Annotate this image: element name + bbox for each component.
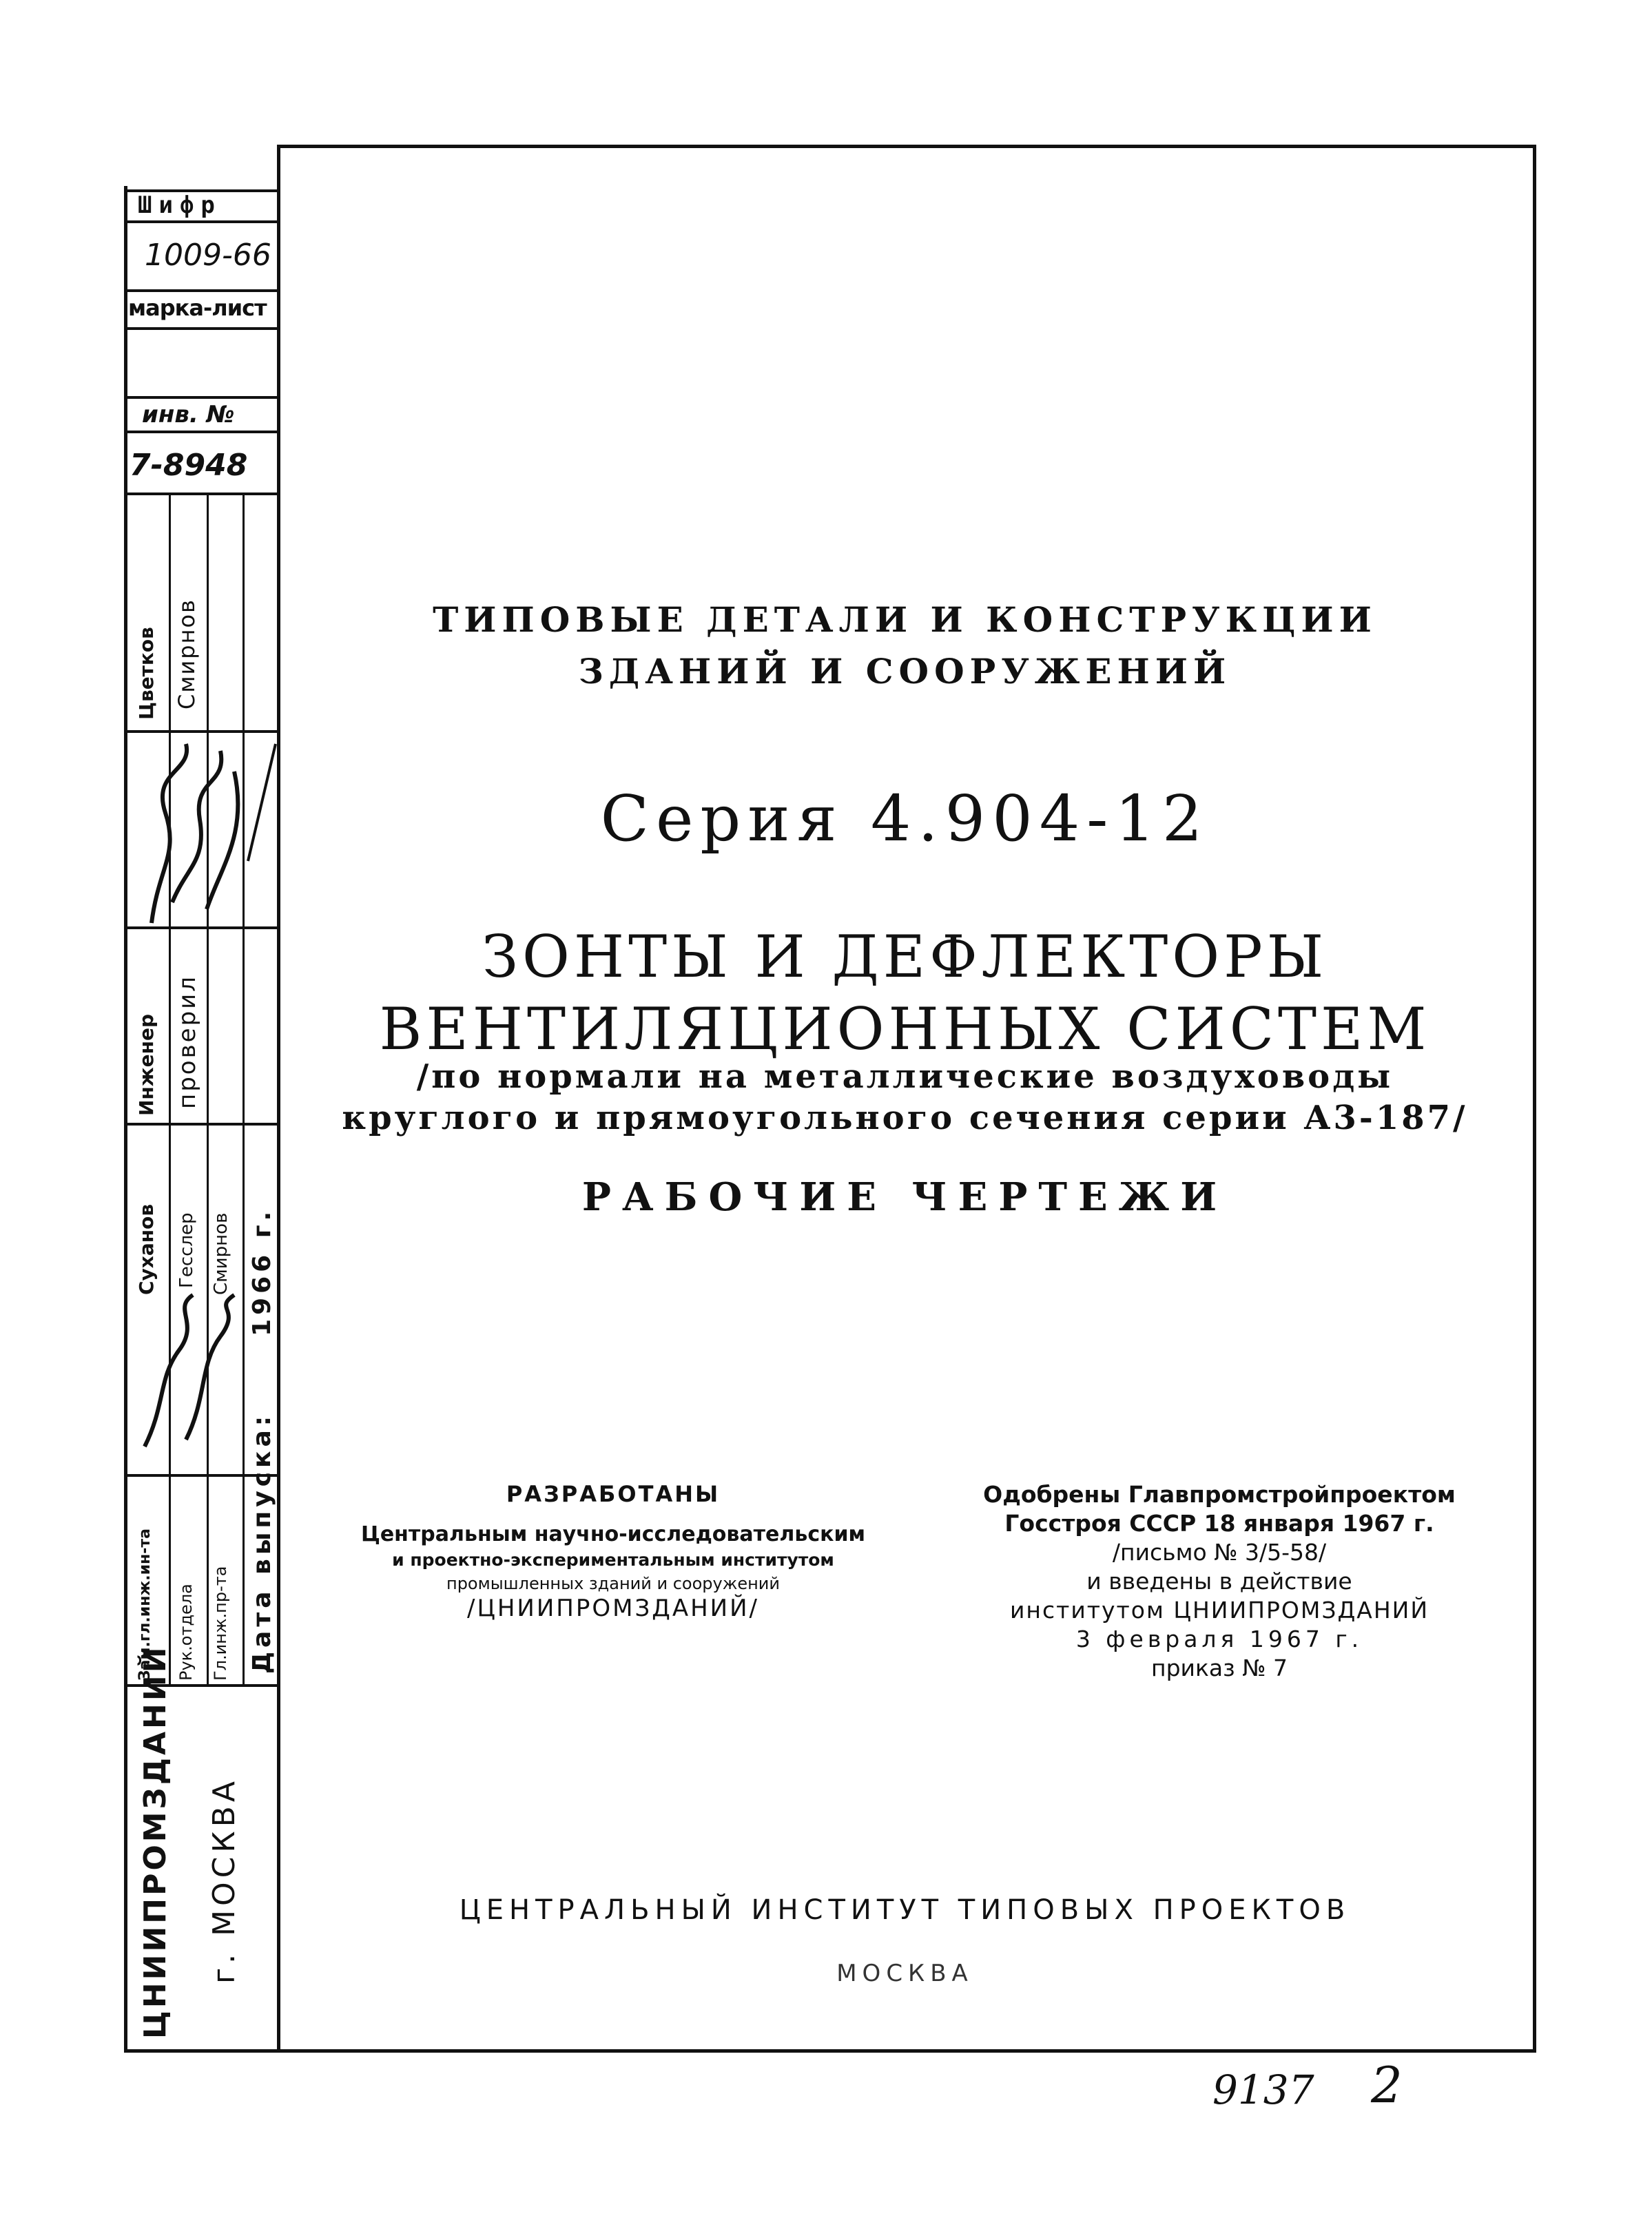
- approved-line2: Госстроя СССР 18 января 1967 г.: [1004, 1510, 1434, 1537]
- signature-2: [131, 1281, 269, 1460]
- approved-line1: Одобрены Главпромстройпроектом: [983, 1481, 1456, 1508]
- stamp-rule: [124, 493, 279, 495]
- main-title-line2: ВЕНТИЛЯЦИОННЫХ СИСТЕМ: [379, 995, 1431, 1063]
- approved-line6: 3 февраля 1967 г.: [1075, 1626, 1363, 1652]
- frame-bottom: [124, 2049, 1536, 2053]
- stamp-city: г. МОСКВА: [207, 1777, 242, 1984]
- stamp-col-rule: [207, 493, 209, 1684]
- developed-line4: /ЦНИИПРОМЗДАНИЙ/: [467, 1595, 759, 1622]
- bottom-page: 2: [1371, 2056, 1403, 2114]
- approved-line5: институтом ЦНИИПРОМЗДАНИЙ: [1009, 1597, 1429, 1624]
- stamp-rule: [124, 431, 279, 433]
- stamp-row4-date-label: Дата выпуска:: [248, 1411, 276, 1674]
- stamp-row2-role: Инженер: [135, 1013, 158, 1116]
- stamp-rule: [124, 327, 279, 330]
- frame-left-outer: [124, 186, 127, 2053]
- developed-label: РАЗРАБОТАНЫ: [506, 1481, 721, 1507]
- approved-line4: и введены в действие: [1086, 1568, 1352, 1595]
- cipher-label: Шифр: [138, 191, 222, 219]
- developed-line1: Центральным научно-исследовательским: [360, 1522, 866, 1546]
- stamp-row3-dept: Гесслер: [176, 1212, 197, 1288]
- inv-label: инв. №: [142, 401, 235, 428]
- stamp-col-rule: [242, 493, 245, 1684]
- bottom-code: 9137: [1212, 2066, 1314, 2113]
- main-title-sub2: круглого и прямоугольного сечения серии А3-187/: [342, 1099, 1468, 1137]
- header-line2: ЗДАНИЙ И СООРУЖЕНИЙ: [578, 651, 1232, 692]
- stamp-row2-action: проверил: [174, 975, 201, 1109]
- stamp-row3-date: 1966 г.: [248, 1207, 276, 1336]
- footer-city: МОСКВА: [836, 1960, 973, 1987]
- stamp-row4-dept: Рук.отдела: [176, 1584, 196, 1681]
- stamp-row1-name: Цветков: [135, 627, 158, 720]
- developed-line3: промышленных зданий и сооружений: [446, 1574, 780, 1593]
- frame-right: [1533, 145, 1536, 2053]
- stamp-rule: [124, 220, 279, 223]
- stamp-rule: [124, 289, 279, 292]
- header-line1: ТИПОВЫЕ ДЕТАЛИ И КОНСТРУКЦИИ: [433, 599, 1377, 640]
- working-drawings: РАБОЧИЕ ЧЕРТЕЖИ: [581, 1174, 1228, 1220]
- stamp-row4-proj: Гл.инж.пр-та: [211, 1566, 230, 1681]
- bracket-mark: [241, 730, 282, 868]
- inv-value: 7-8948: [130, 448, 248, 483]
- developed-line2: и проектно-экспериментальным институтом: [392, 1550, 834, 1570]
- stamp-col-rule: [169, 493, 171, 1684]
- mark-sheet-label: марка-лист: [128, 295, 267, 321]
- stamp-row1-signer: Смирнов: [174, 599, 200, 709]
- stamp-rule: [124, 396, 279, 399]
- stamp-row3-check: Смирнов: [211, 1212, 231, 1295]
- main-title-line1: ЗОНТЫ И ДЕФЛЕКТОРЫ: [482, 923, 1328, 991]
- stamp-org: ЦНИИПРОМЗДАНИЙ: [138, 1644, 173, 2039]
- cipher-value: 1009-66: [145, 238, 271, 273]
- series-title: Серия 4.904-12: [600, 782, 1210, 856]
- stamp-rule: [124, 1123, 279, 1126]
- footer-institute: ЦЕНТРАЛЬНЫЙ ИНСТИТУТ ТИПОВЫХ ПРОЕКТОВ: [459, 1894, 1351, 1926]
- stamp-row4-role: Зам.гл.инж.ин-та: [136, 1528, 154, 1681]
- frame-top: [277, 145, 1536, 148]
- approved-line7: приказ № 7: [1151, 1655, 1288, 1681]
- main-title-sub1: /по нормали на металлические воздуховоды: [416, 1057, 1394, 1096]
- approved-line3: /письмо № 3/5-58/: [1112, 1539, 1327, 1566]
- stamp-row3-name: Суханов: [135, 1203, 158, 1295]
